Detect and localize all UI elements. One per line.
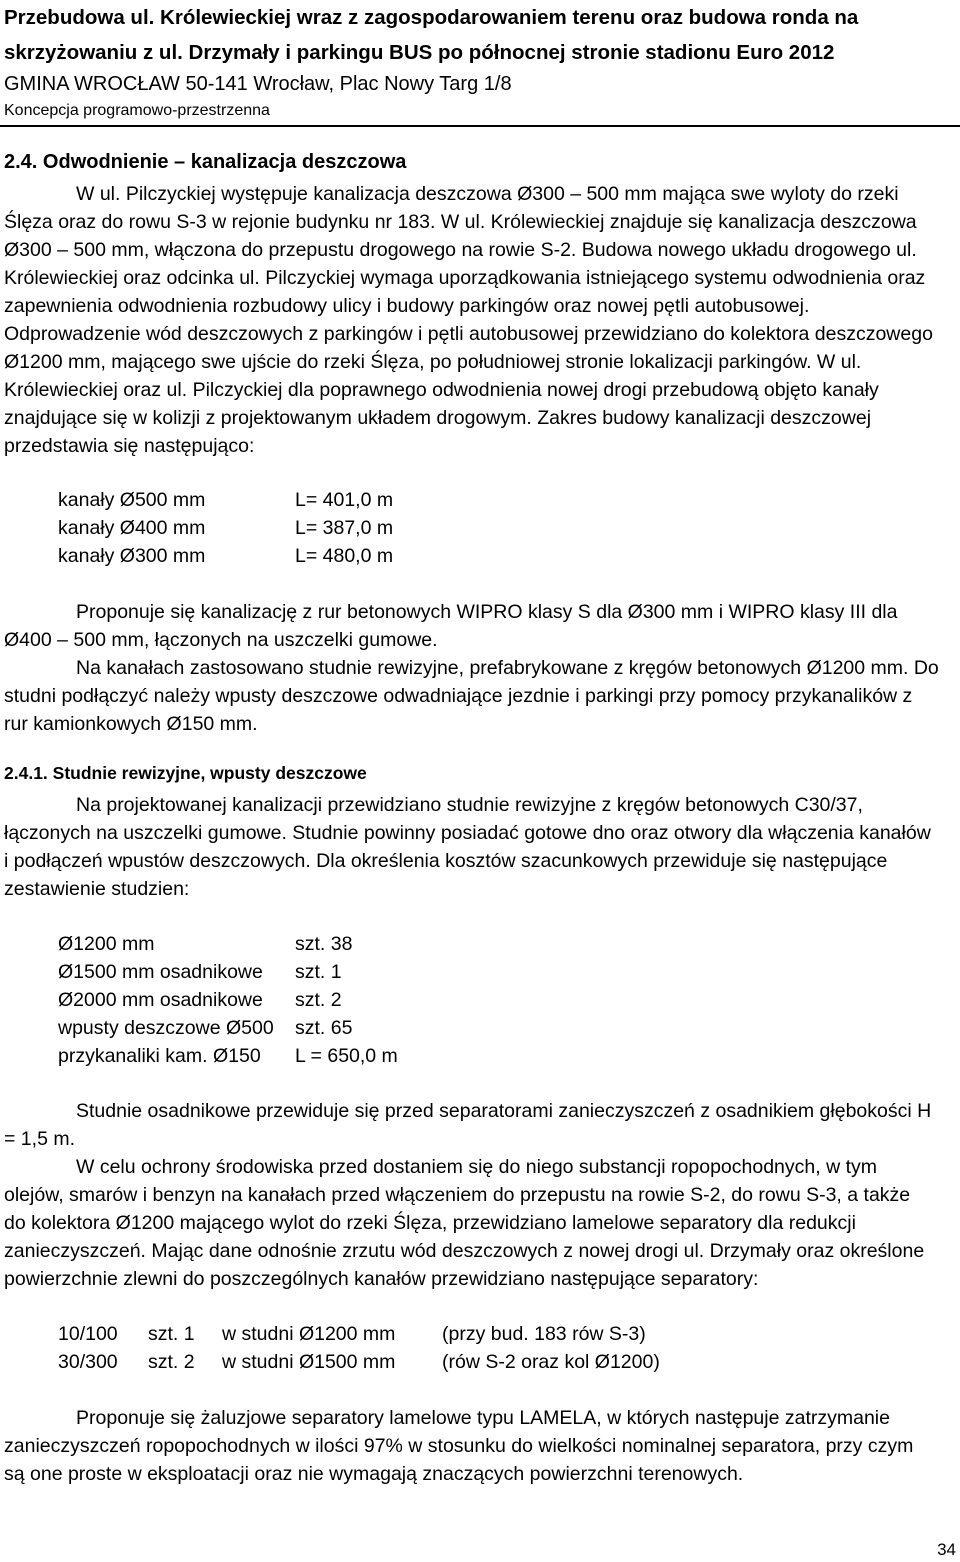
- separator-qty: szt. 1: [148, 1323, 195, 1345]
- well-name: Ø2000 mm osadnikowe: [58, 989, 263, 1011]
- canal-name: kanały Ø500 mm: [58, 489, 206, 511]
- section-paragraph-3: [4, 654, 956, 738]
- paragraph-line: Na kanałach zastosowano studnie rewizyjne, prefabrykowane z kręgów betonowych Ø1200 mm. Do: [76, 657, 939, 679]
- well-name: Ø1200 mm: [58, 933, 155, 955]
- well-name: Ø1500 mm osadnikowe: [58, 961, 263, 983]
- paragraph-line: Na projektowanej kanalizacji przewidziano studnie rewizyjne z kręgów betonowych C30/37,: [76, 794, 863, 816]
- paragraph-line: olejów, smarów i benzyn na kanałach przed włączeniem do przepustu na rowie S-2, do rowu S-3, a także: [4, 1184, 911, 1206]
- well-name: przykanaliki kam. Ø150: [58, 1045, 261, 1067]
- separator-row: [58, 1320, 660, 1348]
- paragraph-line: Królewieckiej oraz ul. Pilczyckiej dla poprawnego odwodnienia nowej drogi przebudową objęto kanały: [4, 379, 879, 401]
- subsection-paragraph-2: [4, 1097, 956, 1153]
- section-heading: 2.4. Odwodnienie – kanalizacja deszczowa: [4, 151, 407, 173]
- section-paragraph-2: [4, 598, 956, 654]
- paragraph-line: są one proste w eksploatacji oraz nie wymagają znaczących powierzchni terenowych.: [4, 1463, 744, 1485]
- separator-note: (rów S-2 oraz kol Ø1200): [442, 1351, 660, 1373]
- canal-name: kanały Ø300 mm: [58, 545, 206, 567]
- paragraph-line: zestawienie studzien:: [4, 878, 190, 900]
- paragraph-line: Ø300 – 500 mm, włączona do przepustu drogowego na rowie S-2. Budowa nowego układu drogowego ul.: [4, 239, 917, 261]
- canal-row: [58, 486, 393, 514]
- subsection-paragraph-1: [4, 791, 956, 903]
- page-number: 34: [937, 1540, 956, 1559]
- paragraph-line: Ø1200 mm, mającego swe ujście do rzeki Ślęza, po południowej stronie lokalizacji parkingów. W ul.: [4, 351, 862, 373]
- well-qty: szt. 65: [295, 1017, 353, 1039]
- paragraph-line: W celu ochrony środowiska przed dostaniem się do niego substancji ropopochodnych, w tym: [76, 1156, 877, 1178]
- separator-qty: szt. 2: [148, 1351, 195, 1373]
- paragraph-line: zanieczyszczeń. Mając dane odnośnie zrzutu wód deszczowych z nowej drogi ul. Drzymały oraz określone: [4, 1240, 925, 1262]
- separator-well: w studni Ø1500 mm: [222, 1351, 396, 1373]
- canal-row: [58, 514, 393, 542]
- subsection-paragraph-3: [4, 1153, 956, 1293]
- paragraph-line: rur kamionkowych Ø150 mm.: [4, 713, 258, 735]
- well-row: [58, 958, 398, 986]
- paragraph-line: studni podłączyć należy wpusty deszczowe odwadniające jezdnie i parkingi przy pomocy przykanalików z: [4, 685, 913, 707]
- header-title-line: Przebudowa ul. Królewieckiej wraz z zagospodarowaniem terenu oraz budowa ronda na: [4, 6, 859, 29]
- paragraph-line: powierzchnie zlewni do poszczególnych kanałów przewidziano następujące separatory:: [4, 1268, 759, 1290]
- header-divider: [0, 125, 960, 127]
- well-qty: szt. 1: [295, 961, 342, 983]
- well-row: [58, 1042, 398, 1070]
- well-qty: L = 650,0 m: [295, 1045, 398, 1067]
- paragraph-line: Ślęza oraz do rowu S-3 w rejonie budynku nr 183. W ul. Królewieckiej znajduje się kanalizacja deszczowa: [4, 211, 917, 233]
- paragraph-line: Odprowadzenie wód deszczowych z parkingów i pętli autobusowej przewidziano do kolektora deszczowego: [4, 323, 933, 345]
- well-row: [58, 986, 398, 1014]
- header-title: [4, 0, 956, 70]
- canal-name: kanały Ø400 mm: [58, 517, 206, 539]
- header-title-line: skrzyżowaniu z ul. Drzymały i parkingu BUS po północnej stronie stadionu Euro 2012: [4, 41, 835, 64]
- canal-length: L= 401,0 m: [295, 489, 394, 511]
- well-row: [58, 930, 398, 958]
- paragraph-line: znajdujące się w kolizji z projektowanym układem drogowym. Zakres budowy kanalizacji deszczowej: [4, 407, 872, 429]
- paragraph-line: Królewieckiej oraz odcinka ul. Pilczyckiej wymaga uporządkowania istniejącego systemu odwodnienia oraz: [4, 267, 926, 289]
- well-qty: szt. 2: [295, 989, 342, 1011]
- section-paragraph-1: [4, 180, 956, 460]
- canals-list: [58, 486, 393, 570]
- paragraph-line: = 1,5 m.: [4, 1128, 75, 1150]
- paragraph-line: do kolektora Ø1200 mającego wylot do rzeki Ślęza, przewidziano lamelowe separatory dla redukcji: [4, 1212, 856, 1234]
- separator-well: w studni Ø1200 mm: [222, 1323, 396, 1345]
- canal-row: [58, 542, 393, 570]
- paragraph-line: Proponuje się żaluzjowe separatory lamelowe typu LAMELA, w których następuje zatrzymanie: [76, 1407, 890, 1429]
- paragraph-line: łączonych na uszczelki gumowe. Studnie powinny posiadać gotowe dno oraz otwory dla włączenia kanałów: [4, 822, 931, 844]
- subsection-paragraph-4: [4, 1404, 956, 1488]
- paragraph-line: W ul. Pilczyckiej występuje kanalizacja deszczowa Ø300 – 500 mm mająca swe wyloty do rzeki: [76, 183, 899, 205]
- well-qty: szt. 38: [295, 933, 353, 955]
- header-koncepcja: Koncepcja programowo-przestrzenna: [4, 102, 270, 119]
- header-gmina: GMINA WROCŁAW 50-141 Wrocław, Plac Nowy Targ 1/8: [4, 73, 512, 95]
- well-name: wpusty deszczowe Ø500: [58, 1017, 274, 1039]
- paragraph-line: i podłączeń wpustów deszczowych. Dla określenia kosztów szacunkowych przewiduje się następujące: [4, 850, 888, 872]
- paragraph-line: przedstawia się następująco:: [4, 435, 255, 457]
- separator-type: 30/300: [58, 1351, 118, 1373]
- subsection-heading: 2.4.1. Studnie rewizyjne, wpusty deszczowe: [4, 763, 367, 783]
- canal-length: L= 387,0 m: [295, 517, 394, 539]
- separators-list: [58, 1320, 660, 1376]
- paragraph-line: zapewnienia odwodnienia rozbudowy ulicy i budowy parkingów oraz nowej pętli autobusowej.: [4, 295, 810, 317]
- separator-type: 10/100: [58, 1323, 118, 1345]
- paragraph-line: Studnie osadnikowe przewiduje się przed separatorami zanieczyszczeń z osadnikiem głębokości H: [76, 1100, 932, 1122]
- separator-row: [58, 1348, 660, 1376]
- wells-list: [58, 930, 398, 1070]
- canal-length: L= 480,0 m: [295, 545, 394, 567]
- paragraph-line: zanieczyszczeń ropopochodnych w ilości 97% w stosunku do wielkości nominalnej separatora, przy czym: [4, 1435, 914, 1457]
- separator-note: (przy bud. 183 rów S-3): [442, 1323, 646, 1345]
- paragraph-line: Ø400 – 500 mm, łączonych na uszczelki gumowe.: [4, 629, 438, 651]
- well-row: [58, 1014, 398, 1042]
- paragraph-line: Proponuje się kanalizację z rur betonowych WIPRO klasy S dla Ø300 mm i WIPRO klasy III dla: [76, 601, 898, 623]
